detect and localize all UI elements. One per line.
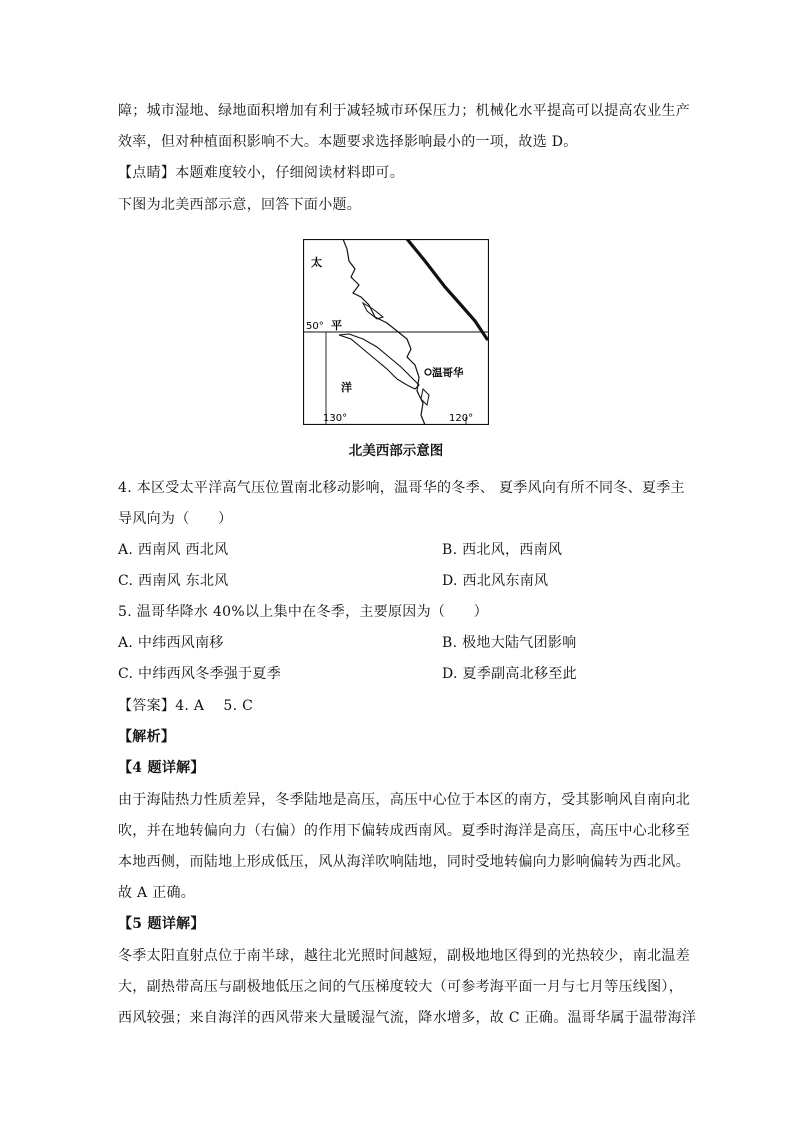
label-vancouver: 温哥华 — [432, 367, 464, 379]
q4-option-c: C. 西南风 东北风 — [118, 573, 229, 589]
detail5-line: 西风较强；来自海洋的西风带来大量暖湿气流，降水增多，故 C 正确。温哥华属于温带海洋 — [118, 1010, 697, 1026]
q5-option-a: A. 中纬西风南移 — [118, 635, 224, 651]
q4-stem: 导风向为（ ） — [118, 511, 233, 527]
q5-option-d: D. 夏季副高北移至此 — [442, 666, 577, 682]
vancouver-marker — [425, 369, 431, 375]
label-yang: 洋 — [341, 381, 352, 394]
detail5-line: 冬季太阳直射点位于南半球，越往北光照时间越短，副极地地区得到的光热较少，南北温差 — [118, 948, 690, 964]
answer-line: 【答案】4. A 5. C — [118, 698, 254, 714]
detail4-line: 吹，并在地转偏向力（右偏）的作用下偏转成西南风。夏季时海洋是高压，高压中心北移至 — [118, 823, 690, 839]
detail5-title: 【5 题详解】 — [118, 916, 205, 932]
point-note: 【点睛】本题难度较小，仔细阅读材料即可。 — [118, 165, 404, 181]
label-ping: 平 — [331, 319, 342, 332]
north-america-west-map — [303, 239, 489, 425]
q5-option-c: C. 中纬西风冬季强于夏季 — [118, 666, 282, 682]
question-intro: 下图为北美西部示意，回答下面小题。 — [118, 197, 362, 213]
detail5-line: 大，副热带高压与副极地低压之间的气压梯度较大（可参考海平面一月与七月等压线图）， — [118, 979, 683, 995]
q5-stem: 5. 温哥华降水 40%以上集中在冬季，主要原因为（ ） — [118, 604, 489, 620]
label-lon120: 120° — [449, 413, 474, 424]
label-lon130: 130° — [323, 413, 348, 424]
q4-stem: 4. 本区受太平洋高气压位置南北移动影响，温哥华的冬季、 夏季风向有所不同冬、夏季主 — [118, 480, 685, 496]
detail4-line: 由于海陆热力性质差异，冬季陆地是高压，高压中心位于本区的南方，受其影响风自南向北 — [118, 792, 690, 808]
q4-option-a: A. 西南风 西北风 — [118, 542, 229, 558]
label-tai: 太 — [311, 256, 322, 269]
paragraph-line: 障；城市湿地、绿地面积增加有利于减轻城市环保压力；机械化水平提高可以提高农业生产 — [118, 103, 690, 119]
q4-option-d: D. 西北风东南风 — [442, 573, 549, 589]
paragraph-line: 效率，但对种植面积影响不大。本题要求选择影响最小的一项，故选 D。 — [118, 134, 578, 150]
q5-option-b: B. 极地大陆气团影响 — [442, 635, 577, 651]
analysis-title: 【解析】 — [118, 729, 176, 745]
label-lat50: 50° — [306, 321, 324, 332]
detail4-line: 本地西侧，而陆地上形成低压，风从海洋吹响陆地，同时受地转偏向力影响偏转为西北风。 — [118, 854, 690, 870]
q4-option-b: B. 西北风，西南风 — [442, 542, 563, 558]
detail4-title: 【4 题详解】 — [118, 760, 205, 776]
map-caption: 北美西部示意图 — [348, 443, 444, 459]
detail4-line: 故 A 正确。 — [118, 885, 196, 901]
